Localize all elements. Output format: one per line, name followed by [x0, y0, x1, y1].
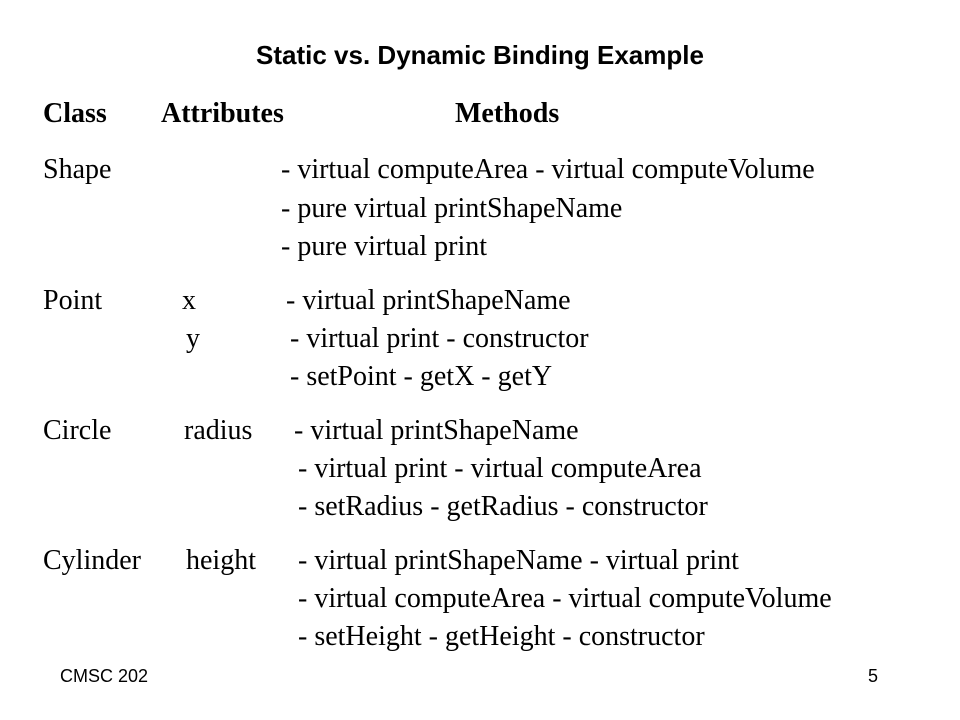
slide-number: 5	[868, 666, 879, 686]
attribute-radius: radius	[184, 415, 253, 446]
method-line: - virtual computeArea - virtual computeVolume	[298, 583, 832, 614]
class-name-shape: Shape	[43, 154, 112, 185]
method-line: - pure virtual printShapeName	[281, 193, 623, 224]
method-line: - virtual printShapeName	[294, 415, 579, 446]
method-line: - virtual printShapeName - virtual print	[298, 545, 739, 576]
class-name-circle: Circle	[43, 415, 112, 446]
method-line: - virtual printShapeName	[286, 285, 571, 316]
header-class: Class	[43, 98, 107, 129]
method-line: - setPoint - getX - getY	[290, 361, 553, 392]
attribute-y: y	[186, 323, 200, 354]
header-methods: Methods	[455, 98, 560, 129]
method-line: - setHeight - getHeight - constructor	[298, 621, 705, 652]
method-line: - virtual computeArea - virtual computeVolume	[281, 154, 815, 185]
class-name-cylinder: Cylinder	[43, 545, 141, 576]
method-line: - virtual print - virtual computeArea	[298, 453, 702, 484]
header-attributes: Attributes	[161, 98, 284, 129]
attribute-x: x	[182, 285, 196, 316]
method-line: - setRadius - getRadius - constructor	[298, 491, 708, 522]
slide-title: Static vs. Dynamic Binding Example	[256, 40, 704, 70]
footer-course: CMSC 202	[60, 666, 149, 686]
attribute-height: height	[186, 545, 256, 576]
class-name-point: Point	[43, 285, 103, 316]
method-line: - pure virtual print	[281, 231, 488, 262]
method-line: - virtual print - constructor	[290, 323, 589, 354]
